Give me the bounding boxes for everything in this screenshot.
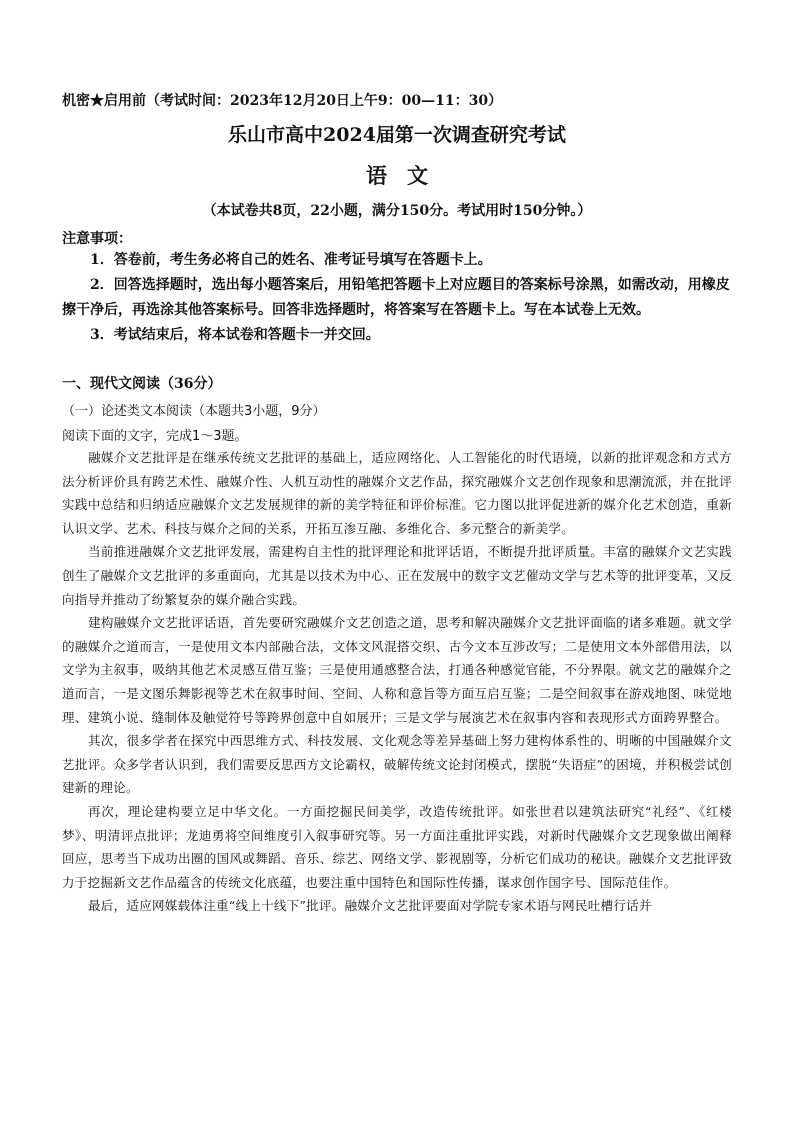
confidential-notice: 机密★启用前（考试时间：2023年12月20日上午9：00—11：30） [62,93,503,109]
passage-paragraph: 其次，很多学者在探究中西思维方式、科技发展、文化观念等差异基础上努力建构体系性的、明晰的中国融媒介文艺批评。众多学者认识到，我们需要反思西方文论霸权，破解传统文论封闭模式，摆脱“失语症”的困境，并积极尝试创建新的理论。 [62,733,732,796]
exam-info: （本试卷共8页，22小题，满分150分。考试用时150分钟。） [202,203,592,219]
passage-paragraph: 再次，理论建构要立足中华文化。一方面挖掘民间美学，改造传统批评。如张世君以建筑法研究“礼经”、《红楼梦》、明清评点批评；龙迪勇将空间维度引入叙事研究等。另一方面注重批评实践，对新时代融媒介文艺现象做出阐释回应，思考当下成功出圈的国风或舞蹈、音乐、综艺、网络文学、影视剧等，分析它们成功的秘诀。融媒介文艺批评致力于挖掘新文艺作品蕴含的传统文化底蕴，也要注重中国特色和国际性传播，谋求创作国字号、国际范佳作。 [62,803,732,890]
passage-paragraph: 融媒介文艺批评是在继承传统文艺批评的基础上，适应网络化、人工智能化的时代语境，以新的批评观念和方式方法分析评价具有跨艺术性、融媒介性、人机互动性的融媒介文艺作品，探究融媒介文艺创作现象和思潮流派，并在批评实践中总结和归纳适应融媒介文艺发展规律的新的美学特征和评价标准。它力图以批评促进新的媒介化艺术创造，重新认识文学、艺术、科技与媒介之间的关系，开拓互渗互融、多维化合、多元整合的新美学。 [62,450,732,536]
notes-list [62,248,732,348]
note-item: 2．回答选择题时，选出每小题答案后，用铅笔把答题卡上对应题目的答案标号涂黑，如需改动，用橡皮擦干净后，再选涂其他答案标号。回答非选择题时，将答案写在答题卡上。写在本试卷上无效。 [62,277,730,318]
notes-heading: 注意事项： [62,231,132,247]
reading-passage [62,446,732,918]
section-heading: 一、现代文阅读（36分） [62,376,222,392]
passage-paragraph: 最后，适应网媒载体注重“线上十线下”批评。融媒介文艺批评要面对学院专家术语与网民吐槽行话并 [88,898,652,914]
exam-title: 乐山市高中2024届第一次调查研究考试 [228,124,566,146]
passage-paragraph: 建构融媒介文艺批评话语，首先要研究融媒介文艺创造之道，思考和解决融媒介文艺批评面临的诸多难题。就文学的融媒介之道而言，一是使用文本内部融合法，文体文风混搭交织、古今文本互涉改写；二是使用文本外部借用法，以文学为主叙事，吸纳其他艺术灵感互借互鉴；三是使用通感整合法，打通各种感觉官能，不分界限。就文艺的融媒介之道而言，一是文图乐舞影视等艺术在叙事时间、空间、人称和意旨等方面互启互鉴；二是空间叙事在游戏地图、味觉地理、建筑小说、缝制体及触觉符号等跨界创意中自如展开；三是文学与展演艺术在叙事内容和表现形式方面跨界整合。 [62,615,732,725]
subsection-heading: （一）论述类文本阅读（本题共3小题，9分） [62,404,326,419]
subject-title: 语文 [366,163,448,188]
passage-paragraph: 当前推进融媒介文艺批评发展，需建构自主性的批评理论和批评话语，不断提升批评质量。丰富的融媒介文艺实践创生了融媒介文艺批评的多重面向，尤其是以技术为中心、正在发展中的数字文艺催动文学与艺术等的批评变革，又反向指导并推动了纷繁复杂的媒介融合实践。 [62,544,732,607]
note-item: 1．答卷前，考生务必将自己的姓名、准考证号填写在答题卡上。 [90,252,492,268]
note-item: 3．考试结束后，将本试卷和答题卡一并交回。 [90,327,380,343]
reading-instruction: 阅读下面的文字，完成1～3题。 [62,429,248,444]
